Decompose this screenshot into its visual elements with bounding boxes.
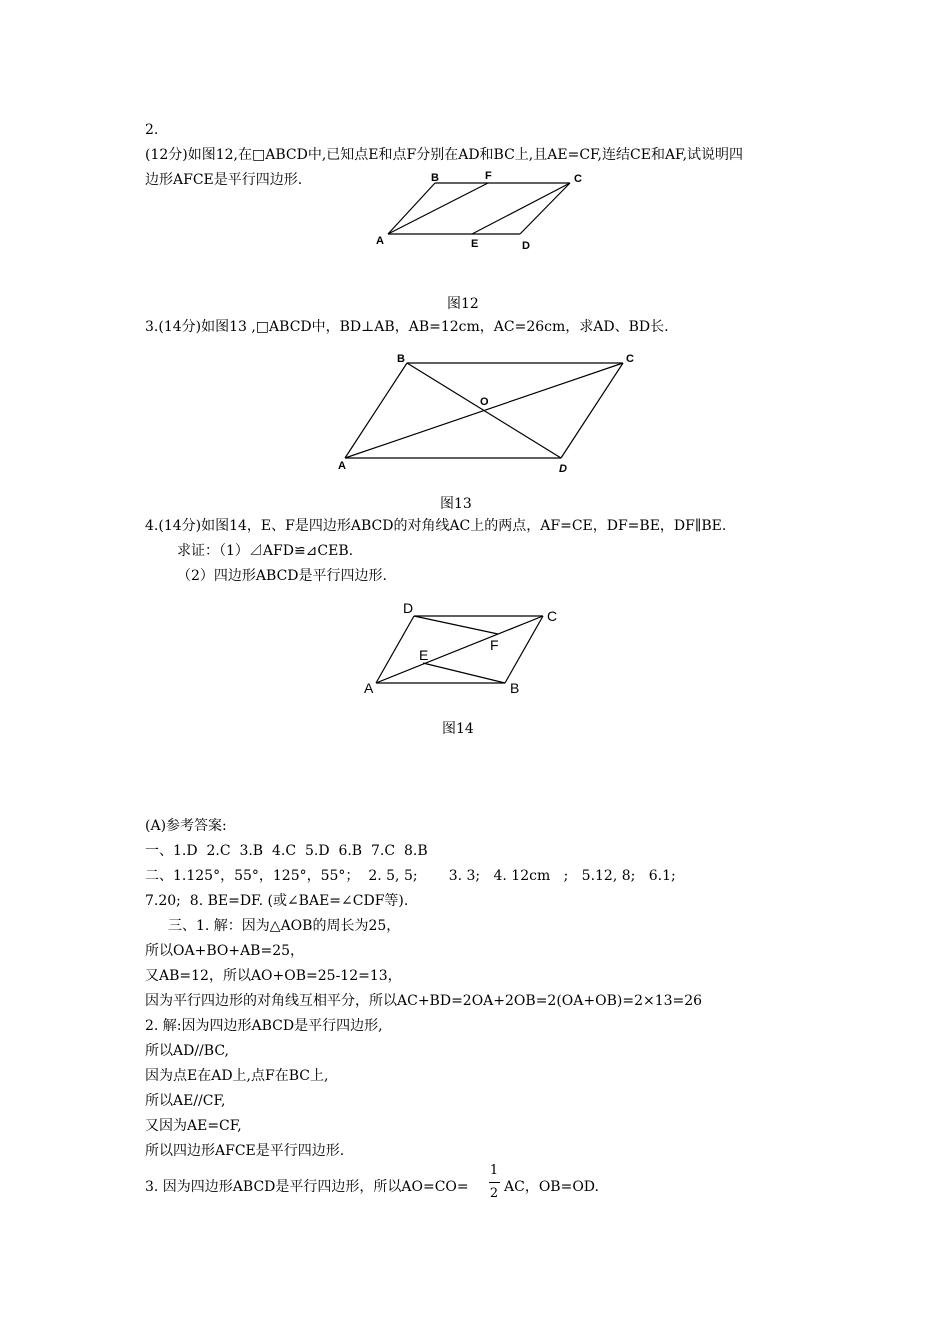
- fig13-label-a: A: [338, 460, 346, 472]
- answer-3-3-suffix: AC，OB=OD.: [504, 1179, 599, 1195]
- fig14-label-f: F: [490, 637, 499, 653]
- fig13-label-d: D: [559, 463, 567, 475]
- fig12-label-a: A: [376, 235, 384, 247]
- answer-3-2-line: 又因为AE=CF,: [145, 1118, 242, 1134]
- answer-3-1-line: 又AB=12，所以AO+OB=25-12=13，: [145, 968, 402, 984]
- fig13-label-o: O: [480, 396, 489, 408]
- answers-part2-line2: 7.20; 8. BE=DF. (或∠BAE=∠CDF等).: [145, 893, 409, 909]
- fig12-label-d: D: [522, 240, 530, 252]
- answers-heading: (A)参考答案:: [145, 818, 227, 834]
- answers-part2-line1: 二、1.125°，55°，125°，55°； 2. 5, 5; 3. 3; 4. 12cm ; 5.12, 8; 6.1;: [145, 868, 676, 884]
- fig13-label-b: B: [397, 353, 405, 365]
- answer-3-1-line: 因为平行四边形的对角线互相平分，所以AC+BD=2OA+2OB=2(OA+OB)=2×13=26: [145, 993, 703, 1009]
- answer-3-3-prefix: 3. 因为四边形ABCD是平行四边形，所以AO=CO=: [145, 1179, 469, 1195]
- fig13-caption: 图13: [440, 496, 472, 512]
- fig12-label-c: C: [574, 173, 582, 185]
- fig13-label-c: C: [626, 353, 634, 365]
- answer-3-2-line: 因为点E在AD上,点F在BC上,: [145, 1068, 329, 1084]
- fig12-label-e: E: [471, 238, 479, 250]
- fig14-label-a: A: [364, 680, 374, 696]
- fig12-caption: 图12: [447, 296, 479, 312]
- answer-3-2-line: 所以AD//BC,: [145, 1043, 229, 1059]
- fig14-label-b: B: [510, 680, 520, 696]
- q2-text-line1: (12分)如图12,在□ABCD中,已知点E和点F分别在AD和BC上,且AE=CF,连结CE和AF,试说明四: [145, 147, 744, 163]
- q2-text-line2: 边形AFCE是平行四边形.: [145, 172, 303, 188]
- q4-text-line3: （2）四边形ABCD是平行四边形.: [177, 568, 387, 584]
- fig14-label-e: E: [419, 647, 429, 663]
- answer-3-2-line: 所以AE//CF,: [145, 1093, 226, 1109]
- fraction-denominator: 2: [489, 1186, 499, 1201]
- answers-part1: 一、1.D 2.C 3.B 4.C 5.D 6.B 7.C 8.B: [145, 843, 428, 859]
- answer-3-1-line: 三、1. 解：因为△AOB的周长为25，: [168, 918, 401, 934]
- fraction-numerator: 1: [489, 1163, 499, 1178]
- fraction-bar: [489, 1182, 500, 1183]
- fig14-caption: 图14: [442, 721, 474, 737]
- q3-text-line1: 3.(14分)如图13 ,□ABCD中，BD⊥AB，AB=12cm，AC=26cm，求AD、BD长.: [145, 319, 669, 335]
- answer-3-1-line: 所以OA+BO+AB=25，: [145, 943, 305, 959]
- fig14-label-c: C: [547, 608, 558, 624]
- answer-3-2-line: 所以四边形AFCE是平行四边形.: [145, 1143, 345, 1159]
- q2-number: 2.: [145, 122, 159, 138]
- fig12-label-b: B: [431, 172, 439, 184]
- fig12-label-f: F: [485, 170, 492, 182]
- q4-text-line2: 求证：（1）⊿AFD≌⊿CEB.: [177, 543, 354, 559]
- answer-3-2-line: 2. 解:因为四边形ABCD是平行四边形,: [145, 1018, 383, 1034]
- q4-text-line1: 4.(14分)如图14，E、F是四边形ABCD的对角线AC上的两点，AF=CE，DF=BE，DF∥BE.: [145, 518, 727, 534]
- fig14-label-d: D: [403, 600, 414, 616]
